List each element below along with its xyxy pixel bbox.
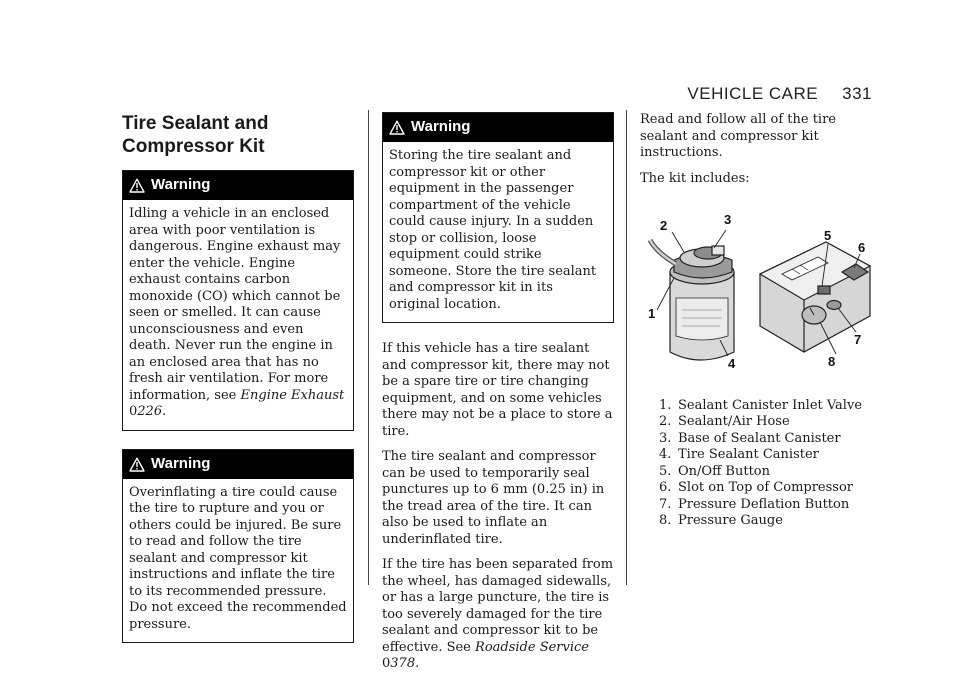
warning-triangle-icon [389,120,405,135]
list-item: 7. Pressure Deflation Button [659,496,850,512]
page-number: 331 [842,84,872,103]
list-item: 4. Tire Sealant Canister [659,447,819,462]
callout-8: 8 [828,354,836,369]
column-divider [626,110,627,585]
paragraph: If the tire has been separated from the wheel, has damaged sidewalls, or has a large puncture, the tire is too severely damaged for the tire sealant and compressor kit to be effective. See Roadside Service 0378. [382,557,614,671]
warning-box [122,449,354,644]
warning-header [123,450,353,479]
warning-box [382,112,614,323]
warning-triangle-icon [129,457,145,472]
callout-1: 1 [648,306,656,321]
callout-7: 7 [854,332,862,347]
warning-header [123,171,353,200]
warning-label: Warning [151,454,211,472]
list-item: 1. Sealant Canister Inlet Valve [659,397,863,413]
warning-label: Warning [411,118,471,136]
column-3 [640,112,880,530]
callout-5: 5 [824,228,832,243]
paragraph: If this vehicle has a tire sealant and compressor kit, there may not be a spare tire or tire changing equipment, and on some vehicles there may not be a place to store a tire. [382,341,613,439]
column-2 [382,112,614,682]
warning-triangle-icon [129,178,145,193]
paragraph: The tire sealant and compressor can be used to temporarily seal punctures up to 6 mm (0.25 in) in the tread area of the tire. It can also be used to inflate an underinflated tire. [382,449,605,547]
list-item: 2. Sealant/Air Hose [659,414,790,429]
list-item: 5. On/Off Button [659,463,771,479]
callout-6: 6 [858,240,866,255]
list-item: 3. Base of Sealant Canister [659,430,841,446]
warning-box [122,170,354,431]
cross-reference-link[interactable]: Roadside Service [475,639,589,655]
list-item: 6. Slot on Top of Compressor [659,480,854,495]
section-heading: Tire Sealant and Compressor Kit [122,113,269,157]
callout-4: 4 [728,356,736,371]
page-header [687,84,872,104]
warning-text: Idling a vehicle in an enclosed area with poor ventilation is dangerous. Engine exhaust may enter the vehicle. Engine exhaust contains carbon monoxide (CO) which cannot be seen or smelled. It can cause unconsciousness and even death. Never run the engine in an enclosed area that has no fresh air ventilation. For more information, see Engine Exhaust 0226. [129,206,345,419]
cross-reference-page[interactable]: 378 [390,656,416,671]
kit-items-list [640,398,880,530]
page-ref-icon: 0 [382,656,391,671]
kit-diagram [642,202,874,382]
list-item: 8. Pressure Gauge [659,513,783,528]
warning-text: Overinflating a tire could cause the tire to rupture and you or others could be injured. Be sure to read and follow the tire sealant and compressor kit instructions and inflate the tire to its recommended pressure. Do not exceed the recommended pressure. [129,484,347,632]
paragraph: Read and follow all of the tire sealant and compressor kit instructions. [640,112,836,160]
page-ref-icon: 0 [129,404,138,419]
column-1 [122,112,354,661]
warning-header [383,113,613,142]
column-divider [368,110,369,585]
cross-reference-link[interactable]: Engine Exhaust [240,387,345,403]
callout-3: 3 [724,212,732,227]
section-title: VEHICLE CARE [687,84,819,103]
warning-text: Storing the tire sealant and compressor kit or other equipment in the passenger compartment of the vehicle could cause injury. In a sudden stop or collision, loose equipment could strike someone. Store the tire sealant and compressor kit in its original location. [389,148,597,312]
paragraph: The kit includes: [640,170,750,186]
cross-reference-page[interactable]: 226 [137,404,163,419]
warning-label: Warning [151,176,211,194]
callout-2: 2 [660,218,668,233]
